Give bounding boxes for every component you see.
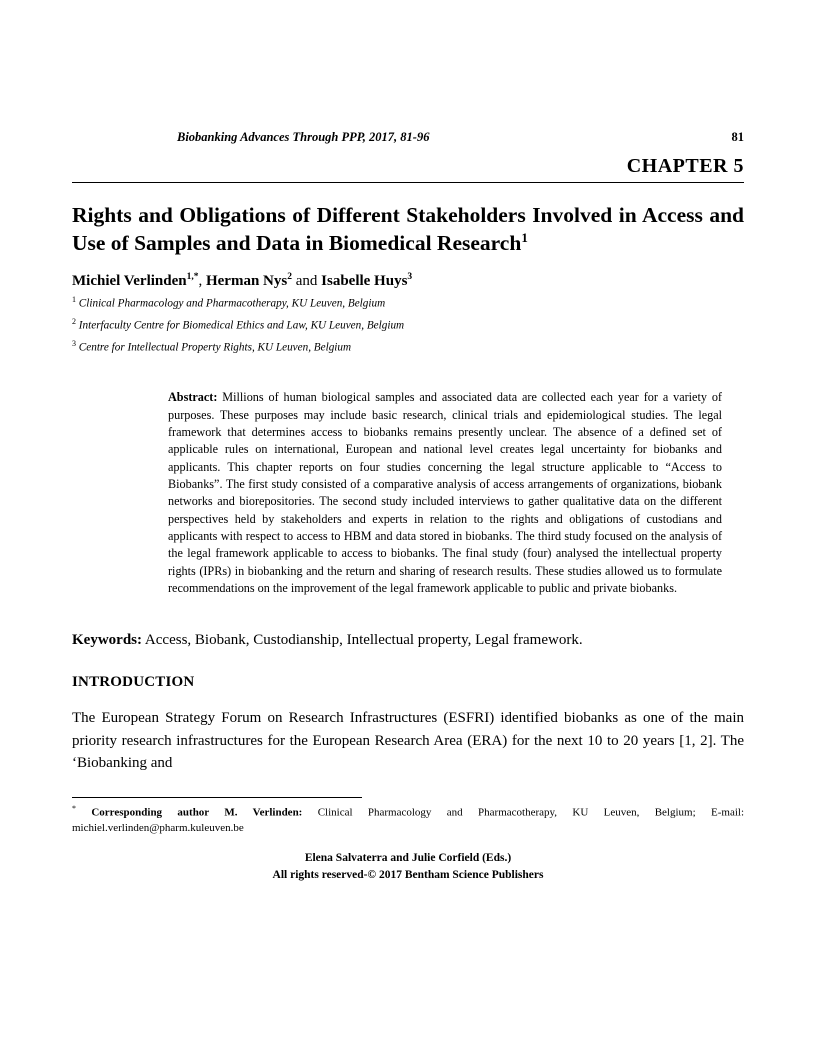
affiliation-marker-1: 1: [72, 294, 76, 304]
footnote-bold: Corresponding author M. Verlinden:: [91, 806, 303, 819]
colophon: [72, 850, 744, 883]
keywords-text: Access, Biobank, Custodianship, Intellectual property, Legal framework.: [142, 632, 583, 649]
abstract: [72, 389, 744, 597]
affiliation-text-3: Centre for Intellectual Property Rights, KU Leuven, Belgium: [78, 341, 352, 354]
affiliation-1: [72, 295, 744, 312]
affiliation-3: [72, 339, 744, 356]
affiliation-2: [72, 317, 744, 334]
colophon-rights: All rights reserved-© 2017 Bentham Science Publishers: [272, 868, 544, 881]
section-heading-introduction: INTRODUCTION: [72, 673, 195, 690]
author-sup-3: 3: [407, 271, 413, 282]
running-head: [72, 130, 744, 145]
abstract-text: Millions of human biological samples and associated data are collected each year for a variety of purposes. These purposes may include basic research, clinical trials and epidemiological studies. The legal framework that determines access to biobanks remains presently unclear. The absence of a defined set of applicable rules on international, European and national level creates legal uncertainty for biobanks and applicants. This chapter reports on four studies concerning the legal structure applicable to “Access to Biobanks”. The first study consisted of a comparative analysis of access arrangements of organizations, biobank networks and biorepositories. The second study included interviews to gather qualitative data on the different perspectives held by stakeholders and experts in relation to the rights and obligations of custodians and applicants with respect to access to HBM and data stored in biobanks. The third study focused on the analysis of the legal framework applicable to access to biobanks. The final study (four) analysed the intellectual property rights (IPRs) in biobanking and the return and sharing of research results. These studies allowed us to formulate recommendations on the improvement of the legal framework applicable to public and private biobanks.: [168, 390, 722, 596]
footnote-marker: *: [72, 804, 76, 814]
author-list: [72, 272, 744, 290]
footnote: [72, 803, 744, 836]
running-head-page-number: 81: [731, 130, 744, 144]
affiliation-text-1: Clinical Pharmacology and Pharmacotherapy, KU Leuven, Belgium: [78, 297, 386, 310]
abstract-label: Abstract:: [168, 390, 218, 405]
author-separator-1: ,: [198, 272, 206, 289]
affiliation-text-2: Interfaculty Centre for Biomedical Ethics and Law, KU Leuven, Belgium: [78, 319, 405, 332]
title-footnote-marker: 1: [521, 230, 528, 246]
chapter-label: CHAPTER 5: [72, 155, 744, 183]
author-name-1: Michiel Verlinden: [72, 272, 187, 289]
affiliation-marker-2: 2: [72, 316, 76, 326]
author-name-3: Isabelle Huys: [321, 272, 408, 289]
affiliation-marker-3: 3: [72, 338, 76, 348]
running-head-journal: Biobanking Advances Through PPP, 2017, 81-96: [177, 130, 430, 144]
author-sup-2: 2: [287, 271, 292, 282]
colophon-editors: Elena Salvaterra and Julie Corfield (Eds.): [304, 852, 512, 865]
author-name-2: Herman Nys: [205, 272, 288, 289]
author-sup-1: 1,*: [186, 271, 199, 282]
author-conjunction: and: [291, 272, 322, 289]
introduction-paragraph: The European Strategy Forum on Research Infrastructures (ESFRI) identified biobanks as one of the main priority research infrastructures for the European Research Area (ERA) for the next 10 to 20 years [1, 2]. The ‘Biobanking and: [72, 709, 744, 772]
page-title: [72, 201, 744, 258]
footnote-divider: [72, 797, 362, 798]
keywords: [72, 629, 744, 652]
footnote-rest: Clinical Pharmacology and Pharmacotherapy, KU Leuven, Belgium; E-mail: michiel.verlinden@pharm.kuleuven.be: [72, 806, 744, 835]
keywords-label: Keywords:: [72, 632, 142, 649]
page-title-text: Rights and Obligations of Different Stakeholders Involved in Access and Use of Samples and Data in Biomedical Research: [72, 203, 744, 256]
